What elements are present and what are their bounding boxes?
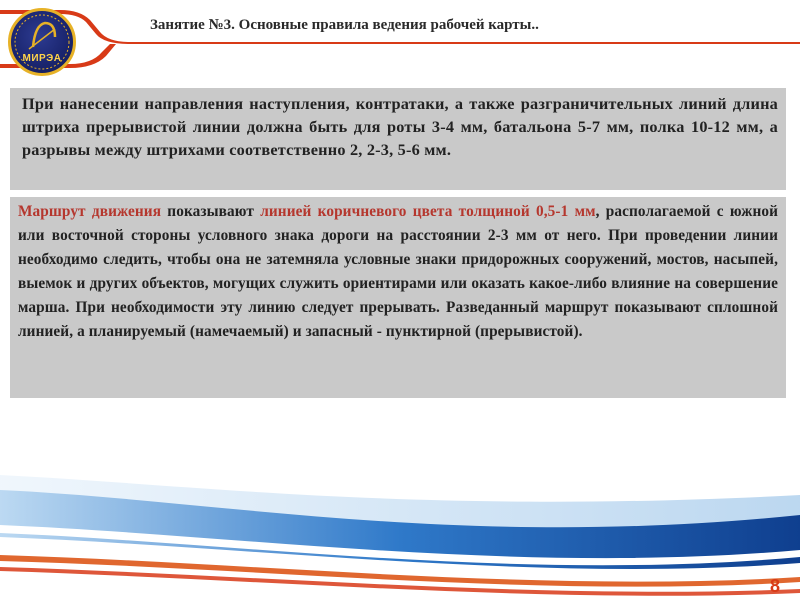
rules-box-dash-lengths [10, 88, 786, 190]
university-logo [8, 8, 76, 76]
route-line-spec: линией коричневого цвета толщиной 0,5-1 мм [260, 203, 596, 220]
page-title: Занятие №3. Основные правила ведения рабочей карты.. [150, 17, 539, 33]
rules-box-route [10, 197, 786, 398]
rules-text-dash-lengths: При нанесении направления наступления, контратаки, а также разграничительных линий длина штриха прерывистой линии должна быть для роты 3-4 мм, батальона 5-7 мм, полка 10-12 мм, а разрывы между штрихами соответственно 2, 2-3, 5-6 мм. [22, 94, 778, 159]
logo-text: МИРЭА [22, 53, 62, 64]
route-text-rest: , располагаемой с южной или восточной стороны условного знака дороги на расстоянии 2-3 мм от него. При проведении линии необходимо следить, чтобы она не затемняла условные знаки придорожных сооружений, мостов, насыпей, выемок и других объектов, могущих служить ориентирами или оказать какое-либо влияние на совершение марша. При необходимости эту линию следует прерывать. Разведанный маршрут показывают сплошной линией, а планируемый (намечаемый) и запасный - пунктирной (прерывистой). [18, 203, 779, 340]
footer-waves-decoration [0, 455, 800, 600]
route-text-part1: показывают [161, 203, 261, 220]
route-term: Маршрут движения [18, 203, 162, 220]
page-number: 8 [770, 576, 781, 596]
header-decoration [0, 6, 800, 70]
header [0, 0, 800, 90]
